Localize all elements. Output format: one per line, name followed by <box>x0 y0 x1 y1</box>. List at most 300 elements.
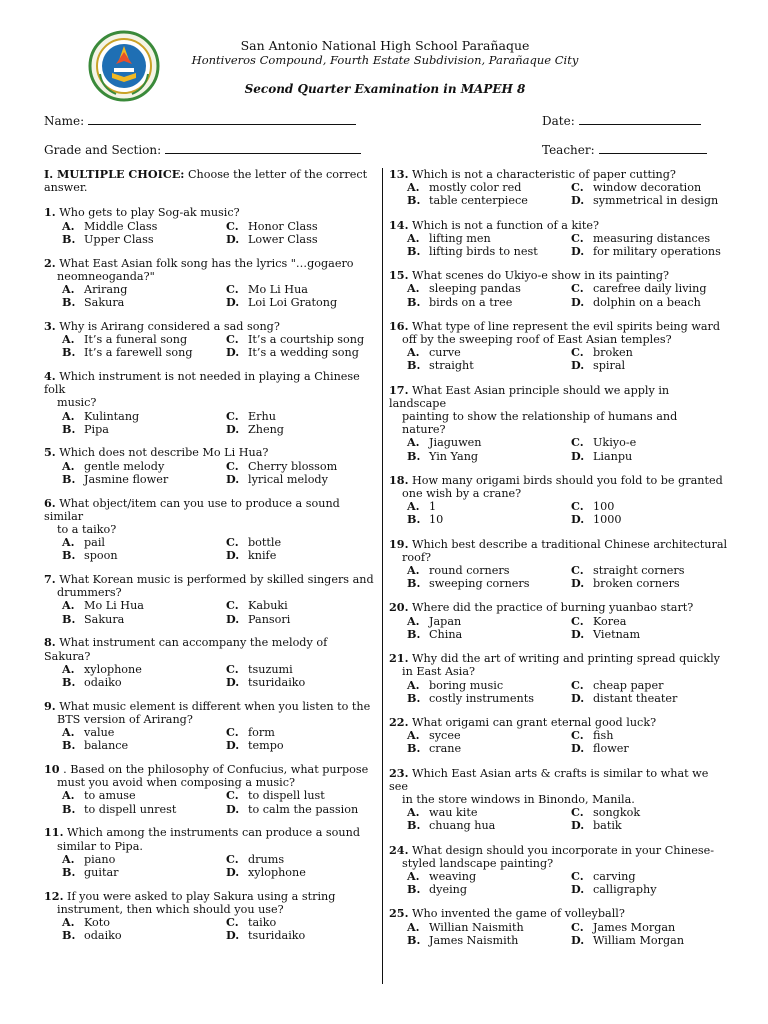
option-text: 10 <box>429 513 444 527</box>
answer-options <box>44 853 374 879</box>
answer-option[interactable] <box>62 599 226 612</box>
option-text: Lianpu <box>593 449 633 463</box>
answer-option[interactable] <box>407 232 571 245</box>
option-text: curve <box>429 346 461 360</box>
answer-option[interactable] <box>571 819 729 832</box>
question-item <box>44 497 374 563</box>
option-letter: D. <box>571 690 585 705</box>
answer-option[interactable] <box>407 628 571 641</box>
answer-option[interactable] <box>62 220 226 233</box>
option-letter: C. <box>571 805 584 820</box>
answer-option[interactable] <box>407 934 571 947</box>
answer-option[interactable] <box>571 359 729 372</box>
answer-option[interactable] <box>407 679 571 692</box>
option-letter: A. <box>62 218 75 233</box>
option-letter: B. <box>407 358 421 373</box>
question-text: What instrument can accompany the melody of Sakura? <box>44 636 328 663</box>
question-number: 24. <box>389 842 409 857</box>
question-item <box>389 844 729 897</box>
question-item <box>389 269 729 309</box>
answer-option[interactable] <box>226 726 374 739</box>
option-letter: B. <box>407 818 421 833</box>
option-letter: B. <box>62 421 76 436</box>
school-address: Hontiveros Compound, Fourth Estate Subdivision, Parañaque City <box>191 53 579 67</box>
answer-option[interactable] <box>571 450 729 463</box>
option-text: broken corners <box>593 577 680 591</box>
option-text: tsuridaiko <box>248 929 306 943</box>
option-letter: D. <box>571 741 585 756</box>
option-letter: B. <box>407 244 421 259</box>
option-text: Kulintang <box>84 409 140 423</box>
question-item <box>389 538 729 591</box>
date-field[interactable] <box>542 112 701 128</box>
question-stem <box>44 700 374 726</box>
question-stem <box>44 370 374 410</box>
option-letter: A. <box>407 435 420 450</box>
option-letter: D. <box>571 448 585 463</box>
option-text: William Morgan <box>593 933 685 947</box>
question-text: Which among the instruments can produce a sound <box>67 826 360 840</box>
option-letter: D. <box>226 611 240 626</box>
question-text-continued: BTS version of Arirang? <box>57 712 193 726</box>
answer-option[interactable] <box>571 615 729 628</box>
question-text-continued: to a taiko? <box>57 522 117 536</box>
column-divider <box>382 168 383 984</box>
answer-option[interactable] <box>407 513 571 526</box>
option-letter: C. <box>571 499 584 514</box>
answer-option[interactable] <box>226 853 374 866</box>
option-text: flower <box>593 742 629 756</box>
answer-option[interactable] <box>571 679 729 692</box>
option-text: birds on a tree <box>429 295 513 309</box>
answer-option[interactable] <box>62 916 226 929</box>
question-stem <box>389 219 729 232</box>
name-label: Name: <box>44 114 85 128</box>
option-letter: B. <box>407 741 421 756</box>
option-letter: B. <box>407 294 421 309</box>
option-letter: D. <box>226 421 240 436</box>
option-text: straight <box>429 359 474 373</box>
question-number: 13. <box>389 167 409 181</box>
answer-option[interactable] <box>62 549 226 562</box>
question-stem <box>389 844 729 870</box>
answer-option[interactable] <box>571 870 729 883</box>
option-letter: B. <box>62 548 76 563</box>
answer-options <box>389 181 729 207</box>
option-text: It’s a wedding song <box>248 346 359 360</box>
answer-options <box>44 220 374 246</box>
answer-option[interactable] <box>407 500 571 513</box>
answer-option[interactable] <box>226 663 374 676</box>
answer-option[interactable] <box>407 296 571 309</box>
option-letter: D. <box>571 512 585 527</box>
option-letter: B. <box>62 801 76 816</box>
answer-option[interactable] <box>407 194 571 207</box>
option-text: fish <box>593 729 614 743</box>
option-letter: C. <box>571 677 584 692</box>
option-letter: A. <box>407 805 420 820</box>
answer-option[interactable] <box>62 613 226 626</box>
answer-option[interactable] <box>62 739 226 752</box>
option-text: crane <box>429 742 462 756</box>
answer-option[interactable] <box>226 613 374 626</box>
option-letter: C. <box>571 281 584 296</box>
answer-option[interactable] <box>571 232 729 245</box>
answer-option[interactable] <box>407 282 571 295</box>
question-item <box>389 601 729 641</box>
question-text: What East Asian folk song has the lyrics "…gogaero <box>59 256 354 270</box>
answer-option[interactable] <box>571 806 729 819</box>
question-stem <box>44 206 374 219</box>
question-item <box>44 573 374 626</box>
section-instruction: Choose the letter of the correct answer. <box>44 168 368 195</box>
option-text: James Morgan <box>593 920 676 934</box>
option-text: lyrical melody <box>248 472 328 486</box>
answer-option[interactable] <box>407 806 571 819</box>
option-text: Zheng <box>248 422 284 436</box>
question-item <box>389 907 729 947</box>
option-text: Arirang <box>84 282 128 296</box>
option-text: Vietnam <box>593 627 641 641</box>
option-text: tsuridaiko <box>248 676 306 689</box>
answer-option[interactable] <box>62 423 226 436</box>
name-blank[interactable] <box>88 112 356 125</box>
answer-option[interactable] <box>407 870 571 883</box>
question-item <box>389 767 729 833</box>
answer-option[interactable] <box>226 346 374 359</box>
option-text: batik <box>593 819 622 833</box>
question-number: 2. <box>44 255 56 270</box>
answer-option[interactable] <box>226 473 374 486</box>
answer-option[interactable] <box>62 410 226 423</box>
teacher-field[interactable] <box>542 141 707 157</box>
answer-option[interactable] <box>407 359 571 372</box>
answer-option[interactable] <box>571 883 729 896</box>
question-text: Which is not a characteristic of paper cutting? <box>412 168 676 181</box>
option-letter: B. <box>407 512 421 527</box>
option-text: sweeping corners <box>429 577 530 591</box>
teacher-label: Teacher: <box>542 143 595 157</box>
answer-option[interactable] <box>226 676 374 689</box>
answer-option[interactable] <box>571 181 729 194</box>
right-column <box>389 168 729 958</box>
question-number: 9. <box>44 698 56 713</box>
answer-option[interactable] <box>226 739 374 752</box>
answer-option[interactable] <box>226 599 374 612</box>
teacher-blank[interactable] <box>599 141 707 154</box>
answer-option[interactable] <box>571 513 729 526</box>
answer-option[interactable] <box>571 934 729 947</box>
option-text: Honor Class <box>248 219 318 233</box>
answer-option[interactable] <box>62 853 226 866</box>
answer-option[interactable] <box>226 549 374 562</box>
answer-option[interactable] <box>571 296 729 309</box>
option-text: Pipa <box>84 422 109 436</box>
question-text: What Korean music is performed by skilled singers and <box>59 573 374 587</box>
answer-option[interactable] <box>407 819 571 832</box>
question-number: 18. <box>389 472 409 487</box>
question-number: 14. <box>389 217 409 232</box>
answer-options <box>389 870 729 896</box>
option-text: lifting men <box>429 231 491 245</box>
option-letter: B. <box>62 738 76 753</box>
answer-options <box>44 460 374 486</box>
question-item <box>389 716 729 756</box>
answer-option[interactable] <box>571 194 729 207</box>
question-text-continued: roof? <box>402 550 431 564</box>
answer-options <box>44 789 374 815</box>
question-item <box>44 370 374 436</box>
answer-option[interactable] <box>62 333 226 346</box>
answer-option[interactable] <box>571 921 729 934</box>
question-item <box>389 652 729 705</box>
option-letter: B. <box>62 928 76 943</box>
answer-option[interactable] <box>226 233 374 246</box>
answer-option[interactable] <box>226 789 374 802</box>
question-text: Why is Arirang considered a sad song? <box>59 319 280 333</box>
question-text: What design should you incorporate in your Chinese- <box>412 843 715 857</box>
question-text: What object/item can you use to produce a sound similar <box>44 496 340 523</box>
option-text: China <box>429 627 463 641</box>
answer-option[interactable] <box>62 296 226 309</box>
option-letter: C. <box>226 281 239 296</box>
answer-option[interactable] <box>62 460 226 473</box>
option-text: Sakura <box>84 296 125 310</box>
answer-option[interactable] <box>571 500 729 513</box>
option-letter: B. <box>407 576 421 591</box>
option-letter: B. <box>62 611 76 626</box>
answer-option[interactable] <box>62 663 226 676</box>
option-letter: A. <box>407 499 420 514</box>
option-text: It’s a farewell song <box>84 346 193 360</box>
answer-option[interactable] <box>407 692 571 705</box>
question-stem <box>44 636 374 662</box>
option-letter: A. <box>62 408 75 423</box>
option-letter: B. <box>62 864 76 879</box>
question-number: 21. <box>389 651 409 666</box>
option-letter: A. <box>407 613 420 628</box>
question-text-continued: one wish by a crane? <box>402 487 522 501</box>
grade-section-field[interactable] <box>44 141 361 157</box>
answer-options <box>389 564 729 590</box>
answer-option[interactable] <box>407 245 571 258</box>
option-letter: C. <box>571 345 584 360</box>
answer-option[interactable] <box>407 564 571 577</box>
option-text: Pansori <box>248 612 291 626</box>
question-stem <box>389 907 729 920</box>
option-text: piano <box>84 852 116 866</box>
answer-option[interactable] <box>62 233 226 246</box>
question-text: Who invented the game of volleyball? <box>412 907 625 921</box>
option-text: knife <box>248 549 277 563</box>
answer-option[interactable] <box>407 921 571 934</box>
answer-options <box>44 283 374 309</box>
option-letter: B. <box>407 690 421 705</box>
question-number: 20. <box>389 600 409 615</box>
answer-option[interactable] <box>571 245 729 258</box>
date-label: Date: <box>542 114 575 128</box>
answer-option[interactable] <box>407 346 571 359</box>
option-text: to calm the passion <box>248 802 359 816</box>
questions-left <box>44 206 374 942</box>
answer-options <box>389 806 729 832</box>
option-text: 1 <box>429 500 437 514</box>
option-text: Erhu <box>248 409 276 423</box>
answer-option[interactable] <box>226 333 374 346</box>
date-blank[interactable] <box>579 112 701 125</box>
question-text: What East Asian principle should we apply in landscape <box>389 383 670 410</box>
option-letter: D. <box>571 932 585 947</box>
question-item <box>44 636 374 689</box>
option-text: round corners <box>429 564 510 578</box>
answer-option[interactable] <box>226 460 374 473</box>
answer-options <box>389 232 729 258</box>
option-letter: A. <box>62 598 75 613</box>
option-text: carefree daily living <box>593 282 707 296</box>
option-text: Mo Li Hua <box>248 282 308 296</box>
option-text: sleeping pandas <box>429 282 521 296</box>
option-letter: A. <box>407 281 420 296</box>
option-text: Cherry blossom <box>248 459 338 473</box>
answer-option[interactable] <box>62 346 226 359</box>
question-stem <box>389 538 729 564</box>
answer-options <box>389 921 729 947</box>
option-letter: B. <box>407 193 421 208</box>
answer-option[interactable] <box>62 726 226 739</box>
answer-option[interactable] <box>571 282 729 295</box>
option-letter: D. <box>226 231 240 246</box>
question-stem <box>44 497 374 537</box>
answer-option[interactable] <box>571 564 729 577</box>
answer-option[interactable] <box>62 676 226 689</box>
question-text: What origami can grant eternal good luck? <box>412 715 657 729</box>
answer-option[interactable] <box>226 866 374 879</box>
option-letter: C. <box>571 435 584 450</box>
grade-section-label: Grade and Section: <box>44 143 162 157</box>
answer-option[interactable] <box>62 866 226 879</box>
answer-option[interactable] <box>62 536 226 549</box>
option-text: dyeing <box>429 883 468 897</box>
question-text: If you were asked to play Sakura using a string <box>67 889 336 903</box>
answer-options <box>44 599 374 625</box>
question-item <box>44 700 374 753</box>
answer-option[interactable] <box>226 410 374 423</box>
option-letter: D. <box>571 294 585 309</box>
answer-option[interactable] <box>571 577 729 590</box>
question-number: 1. <box>44 205 56 220</box>
answer-option[interactable] <box>62 803 226 816</box>
option-text: It’s a funeral song <box>84 333 188 347</box>
option-letter: A. <box>62 458 75 473</box>
option-text: to dispell unrest <box>84 802 177 816</box>
answer-option[interactable] <box>226 296 374 309</box>
option-text: Willian Naismith <box>429 920 524 934</box>
option-letter: C. <box>226 915 239 930</box>
answer-option[interactable] <box>407 577 571 590</box>
answer-option[interactable] <box>407 450 571 463</box>
option-letter: D. <box>226 548 240 563</box>
answer-option[interactable] <box>62 789 226 802</box>
answer-option[interactable] <box>407 883 571 896</box>
option-text: sycee <box>429 729 461 743</box>
option-text: Yin Yang <box>429 449 479 463</box>
answer-option[interactable] <box>226 929 374 942</box>
question-stem <box>44 890 374 916</box>
option-text: tsuzumi <box>248 662 293 676</box>
answer-option[interactable] <box>407 615 571 628</box>
question-text: What type of line represent the evil spirits being ward <box>412 319 721 333</box>
answer-option[interactable] <box>571 346 729 359</box>
question-item <box>44 763 374 816</box>
option-text: to dispell lust <box>248 789 325 803</box>
option-text: straight corners <box>593 564 685 578</box>
answer-option[interactable] <box>407 436 571 449</box>
answer-option[interactable] <box>571 692 729 705</box>
option-text: lifting birds to nest <box>429 245 538 259</box>
option-text: mostly color red <box>429 181 522 195</box>
answer-option[interactable] <box>62 929 226 942</box>
question-number: 10 <box>44 762 60 777</box>
question-text-continued: nature? <box>402 423 446 437</box>
option-text: Japan <box>429 614 462 628</box>
question-number: 25. <box>389 906 409 921</box>
option-letter: A. <box>62 788 75 803</box>
question-number: 5. <box>44 445 56 460</box>
answer-option[interactable] <box>407 181 571 194</box>
answer-option[interactable] <box>226 916 374 929</box>
option-letter: B. <box>407 448 421 463</box>
option-text: Korea <box>593 614 627 628</box>
answer-option[interactable] <box>62 473 226 486</box>
option-letter: C. <box>226 535 239 550</box>
option-text: calligraphy <box>593 883 657 897</box>
exam-title: Second Quarter Examination in MAPEH 8 <box>244 82 526 96</box>
option-letter: A. <box>62 332 75 347</box>
option-letter: D. <box>226 471 240 486</box>
answer-option[interactable] <box>571 628 729 641</box>
option-text: Sakura <box>84 612 125 626</box>
answer-option[interactable] <box>571 436 729 449</box>
answer-option[interactable] <box>226 423 374 436</box>
option-letter: D. <box>226 295 240 310</box>
option-letter: C. <box>226 788 239 803</box>
answer-option[interactable] <box>226 220 374 233</box>
answer-option[interactable] <box>571 729 729 742</box>
school-name: San Antonio National High School Parañaque <box>240 38 530 53</box>
option-letter: B. <box>62 675 76 689</box>
answer-option[interactable] <box>571 742 729 755</box>
option-letter: C. <box>226 598 239 613</box>
option-text: drums <box>248 852 285 866</box>
answer-option[interactable] <box>62 283 226 296</box>
grade-section-blank[interactable] <box>165 141 361 154</box>
question-text-continued: in East Asia? <box>402 665 476 679</box>
answer-option[interactable] <box>226 536 374 549</box>
answer-option[interactable] <box>407 742 571 755</box>
option-letter: C. <box>571 868 584 883</box>
option-letter: C. <box>571 728 584 743</box>
name-field[interactable] <box>44 112 356 128</box>
question-text: . Based on the philosophy of Confucius, what purpose <box>63 763 369 777</box>
answer-options <box>389 679 729 705</box>
option-letter: B. <box>62 345 76 360</box>
answer-option[interactable] <box>226 283 374 296</box>
answer-option[interactable] <box>226 803 374 816</box>
option-text: songkok <box>593 806 641 820</box>
question-text-continued: painting to show the relationship of humans and <box>402 410 678 424</box>
question-text-continued: instrument, then which should you use? <box>57 902 284 916</box>
answer-option[interactable] <box>407 729 571 742</box>
